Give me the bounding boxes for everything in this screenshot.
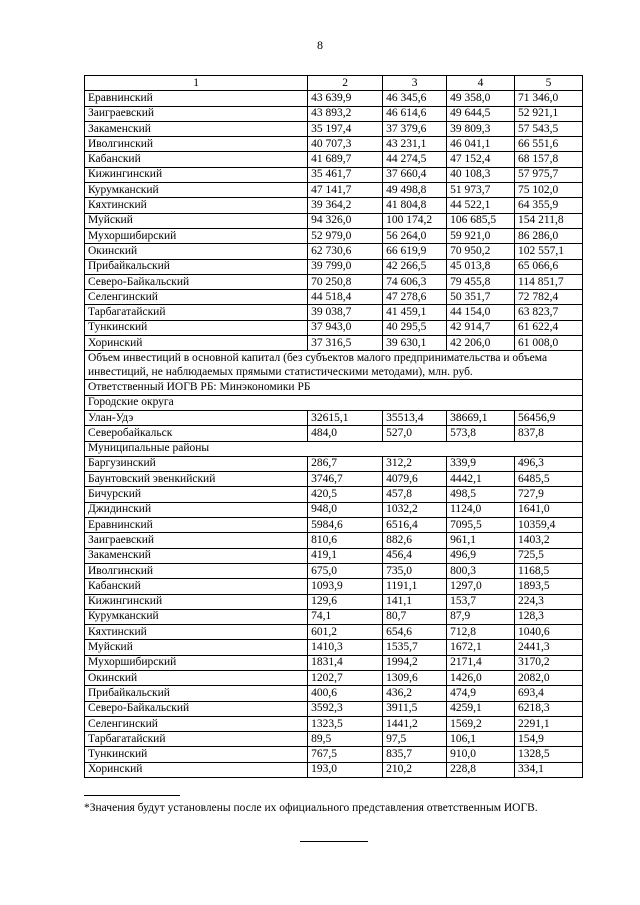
value-cell: 68 157,8	[515, 152, 583, 167]
value-cell: 66 619,9	[383, 244, 447, 259]
value-cell: 154,9	[515, 732, 583, 747]
value-cell: 106,1	[447, 732, 515, 747]
table-row	[85, 655, 583, 670]
section-heading-city-row	[85, 395, 583, 410]
value-cell: 1124,0	[447, 502, 515, 517]
value-cell: 1535,7	[383, 640, 447, 655]
value-cell: 57 543,5	[515, 121, 583, 136]
value-cell: 43 639,9	[308, 91, 383, 106]
value-cell: 47 141,7	[308, 183, 383, 198]
value-cell: 334,1	[515, 762, 583, 777]
table-row	[85, 244, 583, 259]
value-cell: 961,1	[447, 533, 515, 548]
header-row	[85, 76, 583, 91]
table-row	[85, 563, 583, 578]
value-cell: 46 345,6	[383, 91, 447, 106]
value-cell: 1309,6	[383, 670, 447, 685]
value-cell: 286,7	[308, 456, 383, 471]
value-cell: 3746,7	[308, 472, 383, 487]
table-row	[85, 290, 583, 305]
table-row	[85, 213, 583, 228]
value-cell: 498,5	[447, 487, 515, 502]
table-row	[85, 640, 583, 655]
row-label-cell: Закаменский	[85, 548, 308, 563]
value-cell: 154 211,8	[515, 213, 583, 228]
value-cell: 1032,2	[383, 502, 447, 517]
value-cell: 39 038,7	[308, 305, 383, 320]
value-cell: 1040,6	[515, 625, 583, 640]
value-cell: 2441,3	[515, 640, 583, 655]
value-cell: 42 914,7	[447, 320, 515, 335]
value-cell: 39 364,2	[308, 198, 383, 213]
value-cell: 474,9	[447, 686, 515, 701]
value-cell: 70 250,8	[308, 274, 383, 289]
row-label-cell: Кяхтинский	[85, 625, 308, 640]
value-cell: 3170,2	[515, 655, 583, 670]
value-cell: 1426,0	[447, 670, 515, 685]
value-cell: 44 154,0	[447, 305, 515, 320]
value-cell: 35 197,4	[308, 121, 383, 136]
value-cell: 3911,5	[383, 701, 447, 716]
value-cell: 44 522,1	[447, 198, 515, 213]
value-cell: 193,0	[308, 762, 383, 777]
row-label-cell: 1	[85, 76, 308, 91]
table-row	[85, 198, 583, 213]
table-row	[85, 701, 583, 716]
table-row	[85, 609, 583, 624]
value-cell: 72 782,4	[515, 290, 583, 305]
row-label-cell: Тарбагатайский	[85, 732, 308, 747]
value-cell: 2291,1	[515, 716, 583, 731]
row-label-cell: Баргузинский	[85, 456, 308, 471]
table-row	[85, 594, 583, 609]
value-cell: 47 152,4	[447, 152, 515, 167]
row-label-cell: Закаменский	[85, 121, 308, 136]
row-label-cell: Мухоршибирский	[85, 228, 308, 243]
value-cell: 1168,5	[515, 563, 583, 578]
value-cell: 42 206,0	[447, 336, 515, 351]
value-cell: 436,2	[383, 686, 447, 701]
value-cell: 40 707,3	[308, 137, 383, 152]
value-cell: 56 264,0	[383, 228, 447, 243]
value-cell: 97,5	[383, 732, 447, 747]
value-cell: 693,4	[515, 686, 583, 701]
row-label-cell: Кабанский	[85, 152, 308, 167]
table-row	[85, 625, 583, 640]
row-label-cell: Прибайкальский	[85, 259, 308, 274]
footnote: *Значения будут установлены после их официального представления ответственным ИОГВ.	[84, 802, 538, 814]
value-cell: 62 730,6	[308, 244, 383, 259]
value-cell: 40 295,5	[383, 320, 447, 335]
page-number: 8	[317, 38, 323, 52]
table-body	[85, 76, 583, 778]
row-label-cell: Курумканский	[85, 609, 308, 624]
value-cell: 74,1	[308, 609, 383, 624]
value-cell: 40 108,3	[447, 167, 515, 182]
value-cell: 1202,7	[308, 670, 383, 685]
value-cell: 52 921,1	[515, 106, 583, 121]
value-cell: 47 278,6	[383, 290, 447, 305]
value-cell: 3592,3	[308, 701, 383, 716]
row-label-cell: Окинский	[85, 670, 308, 685]
value-cell: 484,0	[308, 426, 383, 441]
row-label-cell: Улан-Удэ	[85, 410, 308, 425]
value-cell: 50 351,7	[447, 290, 515, 305]
value-cell: 37 316,5	[308, 336, 383, 351]
row-label-cell: Тункинский	[85, 320, 308, 335]
value-cell: 57 975,7	[515, 167, 583, 182]
table-row	[85, 762, 583, 777]
row-label-cell: Бичурский	[85, 487, 308, 502]
value-cell: 2171,4	[447, 655, 515, 670]
value-cell: 601,2	[308, 625, 383, 640]
row-label-cell: Кабанский	[85, 579, 308, 594]
row-label-cell: Тункинский	[85, 747, 308, 762]
value-cell: 457,8	[383, 487, 447, 502]
value-cell: 46 041,1	[447, 137, 515, 152]
table-row	[85, 533, 583, 548]
value-cell: 61 622,4	[515, 320, 583, 335]
table-row	[85, 579, 583, 594]
value-cell: 3	[383, 76, 447, 91]
value-cell: 4442,1	[447, 472, 515, 487]
value-cell: 41 459,1	[383, 305, 447, 320]
table-row	[85, 320, 583, 335]
value-cell: 5	[515, 76, 583, 91]
value-cell: 87,9	[447, 609, 515, 624]
value-cell: 41 804,8	[383, 198, 447, 213]
row-label-cell: Иволгинский	[85, 563, 308, 578]
value-cell: 39 809,3	[447, 121, 515, 136]
responsible-agency-row	[85, 380, 583, 395]
value-cell: 37 660,4	[383, 167, 447, 182]
value-cell: 37 379,6	[383, 121, 447, 136]
value-cell: 1328,5	[515, 747, 583, 762]
table-row	[85, 183, 583, 198]
row-label-cell: Еравнинский	[85, 91, 308, 106]
responsible-agency: Ответственный ИОГВ РБ: Минэкономики РБ	[85, 380, 583, 395]
table-row	[85, 426, 583, 441]
value-cell: 66 551,6	[515, 137, 583, 152]
row-label-cell: Кяхтинский	[85, 198, 308, 213]
row-label-cell: Баунтовский эвенкийский	[85, 472, 308, 487]
value-cell: 1994,2	[383, 655, 447, 670]
table-row	[85, 548, 583, 563]
table-row	[85, 487, 583, 502]
value-cell: 1893,5	[515, 579, 583, 594]
row-label-cell: Муйский	[85, 640, 308, 655]
value-cell: 1191,1	[383, 579, 447, 594]
value-cell: 910,0	[447, 747, 515, 762]
value-cell: 6485,5	[515, 472, 583, 487]
value-cell: 94 326,0	[308, 213, 383, 228]
row-label-cell: Еравнинский	[85, 518, 308, 533]
value-cell: 129,6	[308, 594, 383, 609]
value-cell: 64 355,9	[515, 198, 583, 213]
value-cell: 86 286,0	[515, 228, 583, 243]
section-heading-districts: Муниципальные районы	[85, 441, 583, 456]
row-label-cell: Иволгинский	[85, 137, 308, 152]
table-row	[85, 91, 583, 106]
row-label-cell: Мухоршибирский	[85, 655, 308, 670]
value-cell: 61 008,0	[515, 336, 583, 351]
value-cell: 35 461,7	[308, 167, 383, 182]
table-row	[85, 152, 583, 167]
value-cell: 106 685,5	[447, 213, 515, 228]
value-cell: 573,8	[447, 426, 515, 441]
value-cell: 80,7	[383, 609, 447, 624]
value-cell: 1410,3	[308, 640, 383, 655]
value-cell: 1641,0	[515, 502, 583, 517]
value-cell: 49 498,8	[383, 183, 447, 198]
value-cell: 6516,4	[383, 518, 447, 533]
value-cell: 4259,1	[447, 701, 515, 716]
row-label-cell: Хоринский	[85, 336, 308, 351]
table-row	[85, 747, 583, 762]
value-cell: 39 799,0	[308, 259, 383, 274]
table-row	[85, 137, 583, 152]
value-cell: 79 455,8	[447, 274, 515, 289]
value-cell: 114 851,7	[515, 274, 583, 289]
row-label-cell: Заиграевский	[85, 533, 308, 548]
value-cell: 59 921,0	[447, 228, 515, 243]
section-heading-city: Городские округа	[85, 395, 583, 410]
value-cell: 49 358,0	[447, 91, 515, 106]
value-cell: 102 557,1	[515, 244, 583, 259]
value-cell: 4079,6	[383, 472, 447, 487]
value-cell: 42 266,5	[383, 259, 447, 274]
value-cell: 10359,4	[515, 518, 583, 533]
value-cell: 1403,2	[515, 533, 583, 548]
value-cell: 38669,1	[447, 410, 515, 425]
value-cell: 65 066,6	[515, 259, 583, 274]
row-label-cell: Северобайкальск	[85, 426, 308, 441]
table-row	[85, 410, 583, 425]
table-row	[85, 259, 583, 274]
value-cell: 52 979,0	[308, 228, 383, 243]
value-cell: 339,9	[447, 456, 515, 471]
row-label-cell: Хоринский	[85, 762, 308, 777]
value-cell: 527,0	[383, 426, 447, 441]
value-cell: 46 614,6	[383, 106, 447, 121]
value-cell: 74 606,3	[383, 274, 447, 289]
table-row	[85, 336, 583, 351]
row-label-cell: Заиграевский	[85, 106, 308, 121]
table-row	[85, 472, 583, 487]
value-cell: 37 943,0	[308, 320, 383, 335]
table-row	[85, 305, 583, 320]
row-label-cell: Окинский	[85, 244, 308, 259]
value-cell: 948,0	[308, 502, 383, 517]
value-cell: 654,6	[383, 625, 447, 640]
section-heading-districts-row	[85, 441, 583, 456]
value-cell: 228,8	[447, 762, 515, 777]
table-row	[85, 106, 583, 121]
row-label-cell: Прибайкальский	[85, 686, 308, 701]
value-cell: 56456,9	[515, 410, 583, 425]
table-row	[85, 167, 583, 182]
value-cell: 4	[447, 76, 515, 91]
value-cell: 44 518,4	[308, 290, 383, 305]
value-cell: 420,5	[308, 487, 383, 502]
row-label-cell: Селенгинский	[85, 290, 308, 305]
value-cell: 1569,2	[447, 716, 515, 731]
row-label-cell: Северо-Байкальский	[85, 274, 308, 289]
row-label-cell: Северо-Байкальский	[85, 701, 308, 716]
value-cell: 727,9	[515, 487, 583, 502]
value-cell: 128,3	[515, 609, 583, 624]
table-row	[85, 456, 583, 471]
value-cell: 835,7	[383, 747, 447, 762]
table-row	[85, 732, 583, 747]
row-label-cell: Кижингинский	[85, 167, 308, 182]
table-row	[85, 274, 583, 289]
value-cell: 141,1	[383, 594, 447, 609]
value-cell: 35513,4	[383, 410, 447, 425]
value-cell: 5984,6	[308, 518, 383, 533]
value-cell: 44 274,5	[383, 152, 447, 167]
value-cell: 43 893,2	[308, 106, 383, 121]
value-cell: 725,5	[515, 548, 583, 563]
value-cell: 6218,3	[515, 701, 583, 716]
table-row	[85, 716, 583, 731]
value-cell: 837,8	[515, 426, 583, 441]
value-cell: 400,6	[308, 686, 383, 701]
value-cell: 210,2	[383, 762, 447, 777]
value-cell: 767,5	[308, 747, 383, 762]
row-label-cell: Кижингинский	[85, 594, 308, 609]
value-cell: 1297,0	[447, 579, 515, 594]
value-cell: 456,4	[383, 548, 447, 563]
value-cell: 63 823,7	[515, 305, 583, 320]
table-row	[85, 686, 583, 701]
row-label-cell: Тарбагатайский	[85, 305, 308, 320]
value-cell: 810,6	[308, 533, 383, 548]
value-cell: 1672,1	[447, 640, 515, 655]
value-cell: 1323,5	[308, 716, 383, 731]
value-cell: 39 630,1	[383, 336, 447, 351]
row-label-cell: Муйский	[85, 213, 308, 228]
value-cell: 1831,4	[308, 655, 383, 670]
footnote-divider	[84, 795, 180, 796]
value-cell: 7095,5	[447, 518, 515, 533]
value-cell: 51 973,7	[447, 183, 515, 198]
value-cell: 419,1	[308, 548, 383, 563]
row-label-cell: Курумканский	[85, 183, 308, 198]
table-row	[85, 670, 583, 685]
value-cell: 496,9	[447, 548, 515, 563]
row-label-cell: Селенгинский	[85, 716, 308, 731]
table-row	[85, 518, 583, 533]
value-cell: 43 231,1	[383, 137, 447, 152]
value-cell: 41 689,7	[308, 152, 383, 167]
value-cell: 882,6	[383, 533, 447, 548]
value-cell: 100 174,2	[383, 213, 447, 228]
data-table	[84, 75, 583, 778]
value-cell: 2082,0	[515, 670, 583, 685]
value-cell: 496,3	[515, 456, 583, 471]
value-cell: 49 644,5	[447, 106, 515, 121]
value-cell: 89,5	[308, 732, 383, 747]
table-row	[85, 228, 583, 243]
value-cell: 712,8	[447, 625, 515, 640]
value-cell: 1093,9	[308, 579, 383, 594]
indicator-title: Объем инвестиций в основной капитал (без субъектов малого предпринимательства и объема инвестиций, не наблюдаемых прямыми статистическими методами), млн. руб.	[85, 351, 583, 380]
value-cell: 70 950,2	[447, 244, 515, 259]
value-cell: 800,3	[447, 563, 515, 578]
value-cell: 224,3	[515, 594, 583, 609]
table-row	[85, 502, 583, 517]
value-cell: 1441,2	[383, 716, 447, 731]
value-cell: 153,7	[447, 594, 515, 609]
indicator-title-row	[85, 351, 583, 380]
row-label-cell: Джидинский	[85, 502, 308, 517]
value-cell: 675,0	[308, 563, 383, 578]
value-cell: 735,0	[383, 563, 447, 578]
value-cell: 45 013,8	[447, 259, 515, 274]
table-row	[85, 121, 583, 136]
value-cell: 32615,1	[308, 410, 383, 425]
value-cell: 2	[308, 76, 383, 91]
value-cell: 75 102,0	[515, 183, 583, 198]
value-cell: 312,2	[383, 456, 447, 471]
value-cell: 71 346,0	[515, 91, 583, 106]
bottom-divider	[300, 841, 368, 842]
